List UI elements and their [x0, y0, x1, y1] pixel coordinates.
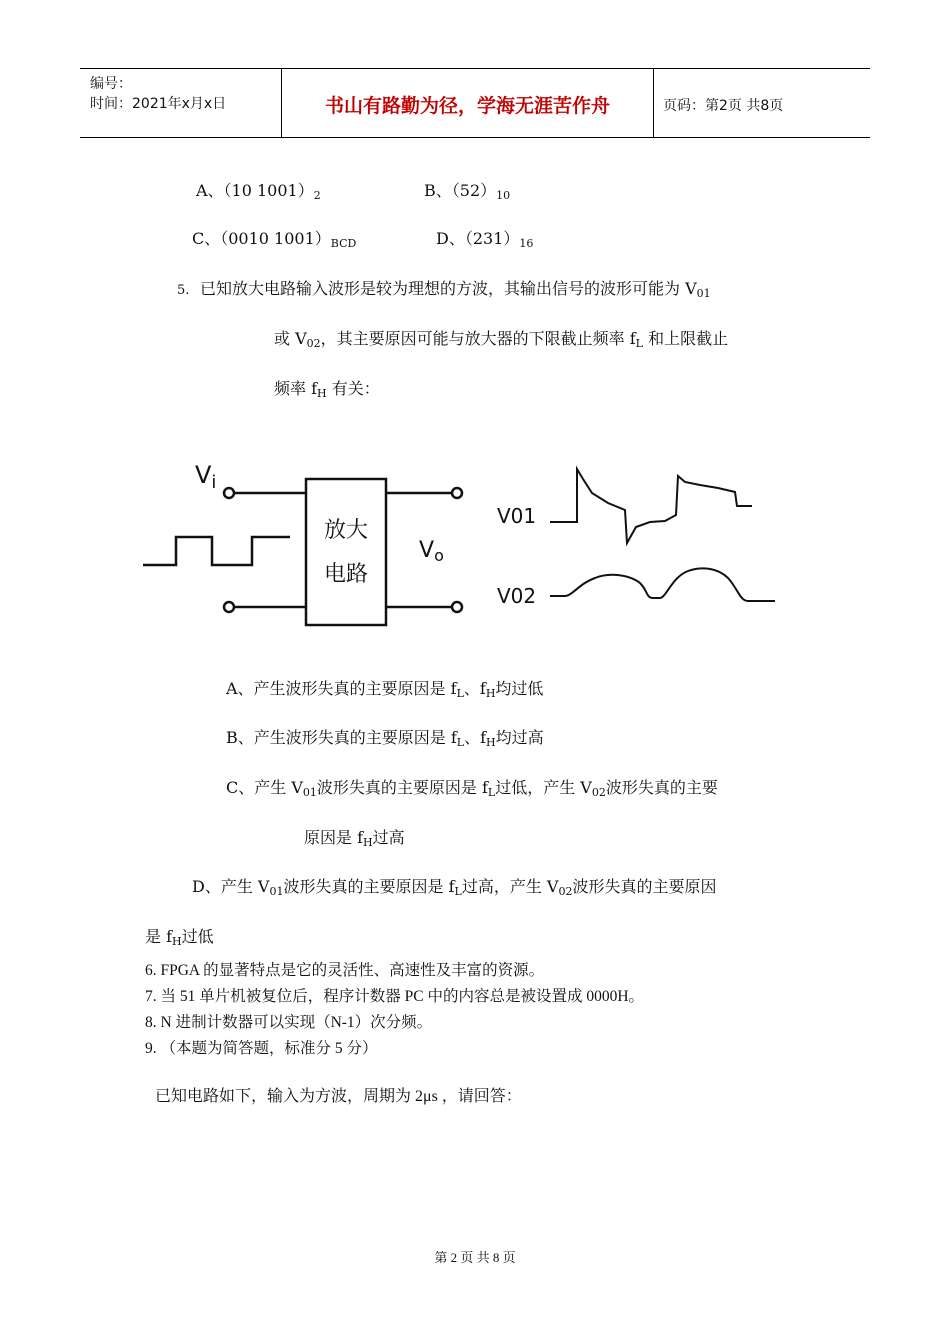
vo-label: Vo — [419, 538, 444, 565]
option-d: D、$(231)_{16}$ — [436, 229, 534, 250]
option-d-continued: 是 $f_H$过低 — [145, 927, 214, 948]
question-text: 频率 $f_H$ 有关： — [274, 379, 380, 400]
question-number: 5. — [177, 283, 190, 298]
q9-prompt: 已知电路如下，输入为方波，周期为 2μs ，请回答： — [155, 1088, 522, 1105]
output-terminal — [452, 488, 462, 498]
header-time: 时间：2021年x月x日 — [90, 96, 227, 112]
input-terminal — [224, 602, 234, 612]
header-page-code: 页码：第2页 共8页 — [663, 98, 784, 114]
statement-8: 8. N 进制计数器可以实现（N-1）次分频。 — [145, 1014, 433, 1031]
option-a: A、产生波形失真的主要原因是 $f_L$、$f_H$均过低 — [226, 679, 544, 700]
option-d: D、产生 $V_{01}$波形失真的主要原因是 $f_L$过高，产生 $V_{02}$波形失真的主要原因 — [192, 877, 717, 898]
option-b: B、$(52)_{10}$ — [424, 181, 511, 202]
amplifier-label: 电路 — [323, 562, 369, 587]
v01-label: V01 — [497, 504, 537, 528]
amplifier-box — [306, 479, 386, 625]
question-text: 或 $V_{02}$，其主要原因可能与放大器的下限截止频率 $f_L$ 和上限截止 — [274, 329, 729, 350]
page-footer: 第 2 页 共 8 页 — [434, 1250, 516, 1265]
v02-label: V02 — [497, 584, 537, 608]
v02-waveform — [550, 568, 775, 601]
v01-waveform — [550, 469, 752, 543]
amplifier-label: 放大 — [323, 518, 369, 543]
vi-label: $V_i$ — [195, 461, 217, 493]
option-b: B、产生波形失真的主要原因是 $f_L$、$f_H$均过高 — [226, 728, 544, 749]
option-c-continued: 原因是 $f_H$过高 — [304, 828, 405, 849]
input-square-wave — [143, 537, 290, 565]
output-terminal — [452, 602, 462, 612]
statement-7: 7. 当 51 单片机被复位后，程序计数器 PC 中的内容总是被设置成 0000H。 — [145, 988, 645, 1005]
header-divider — [653, 69, 654, 137]
input-terminal — [224, 488, 234, 498]
option-a: A、（10 $1001)_2$ — [196, 181, 321, 202]
option-c: C、（0010 $1001)_{BCD}$ — [192, 229, 357, 250]
statement-6: 6. FPGA 的显著特点是它的灵活性、高速性及丰富的资源。 — [145, 962, 545, 979]
option-c: C、产生 $V_{01}$波形失真的主要原因是 $f_L$过低，产生 $V_{02}$波形失真的主要 — [226, 778, 718, 799]
statement-9: 9. （本题为简答题，标准分 5 分） — [145, 1040, 378, 1057]
page-header — [80, 68, 870, 138]
header-motto: 书山有路勤为径，学海无涯苦作舟 — [324, 95, 610, 117]
amplifier-circuit-figure — [140, 455, 790, 635]
question-text: 已知放大电路输入波形是较为理想的方波，其输出信号的波形可能为 $V_{01}$ — [200, 279, 711, 300]
header-serial: 编号： — [90, 76, 132, 92]
